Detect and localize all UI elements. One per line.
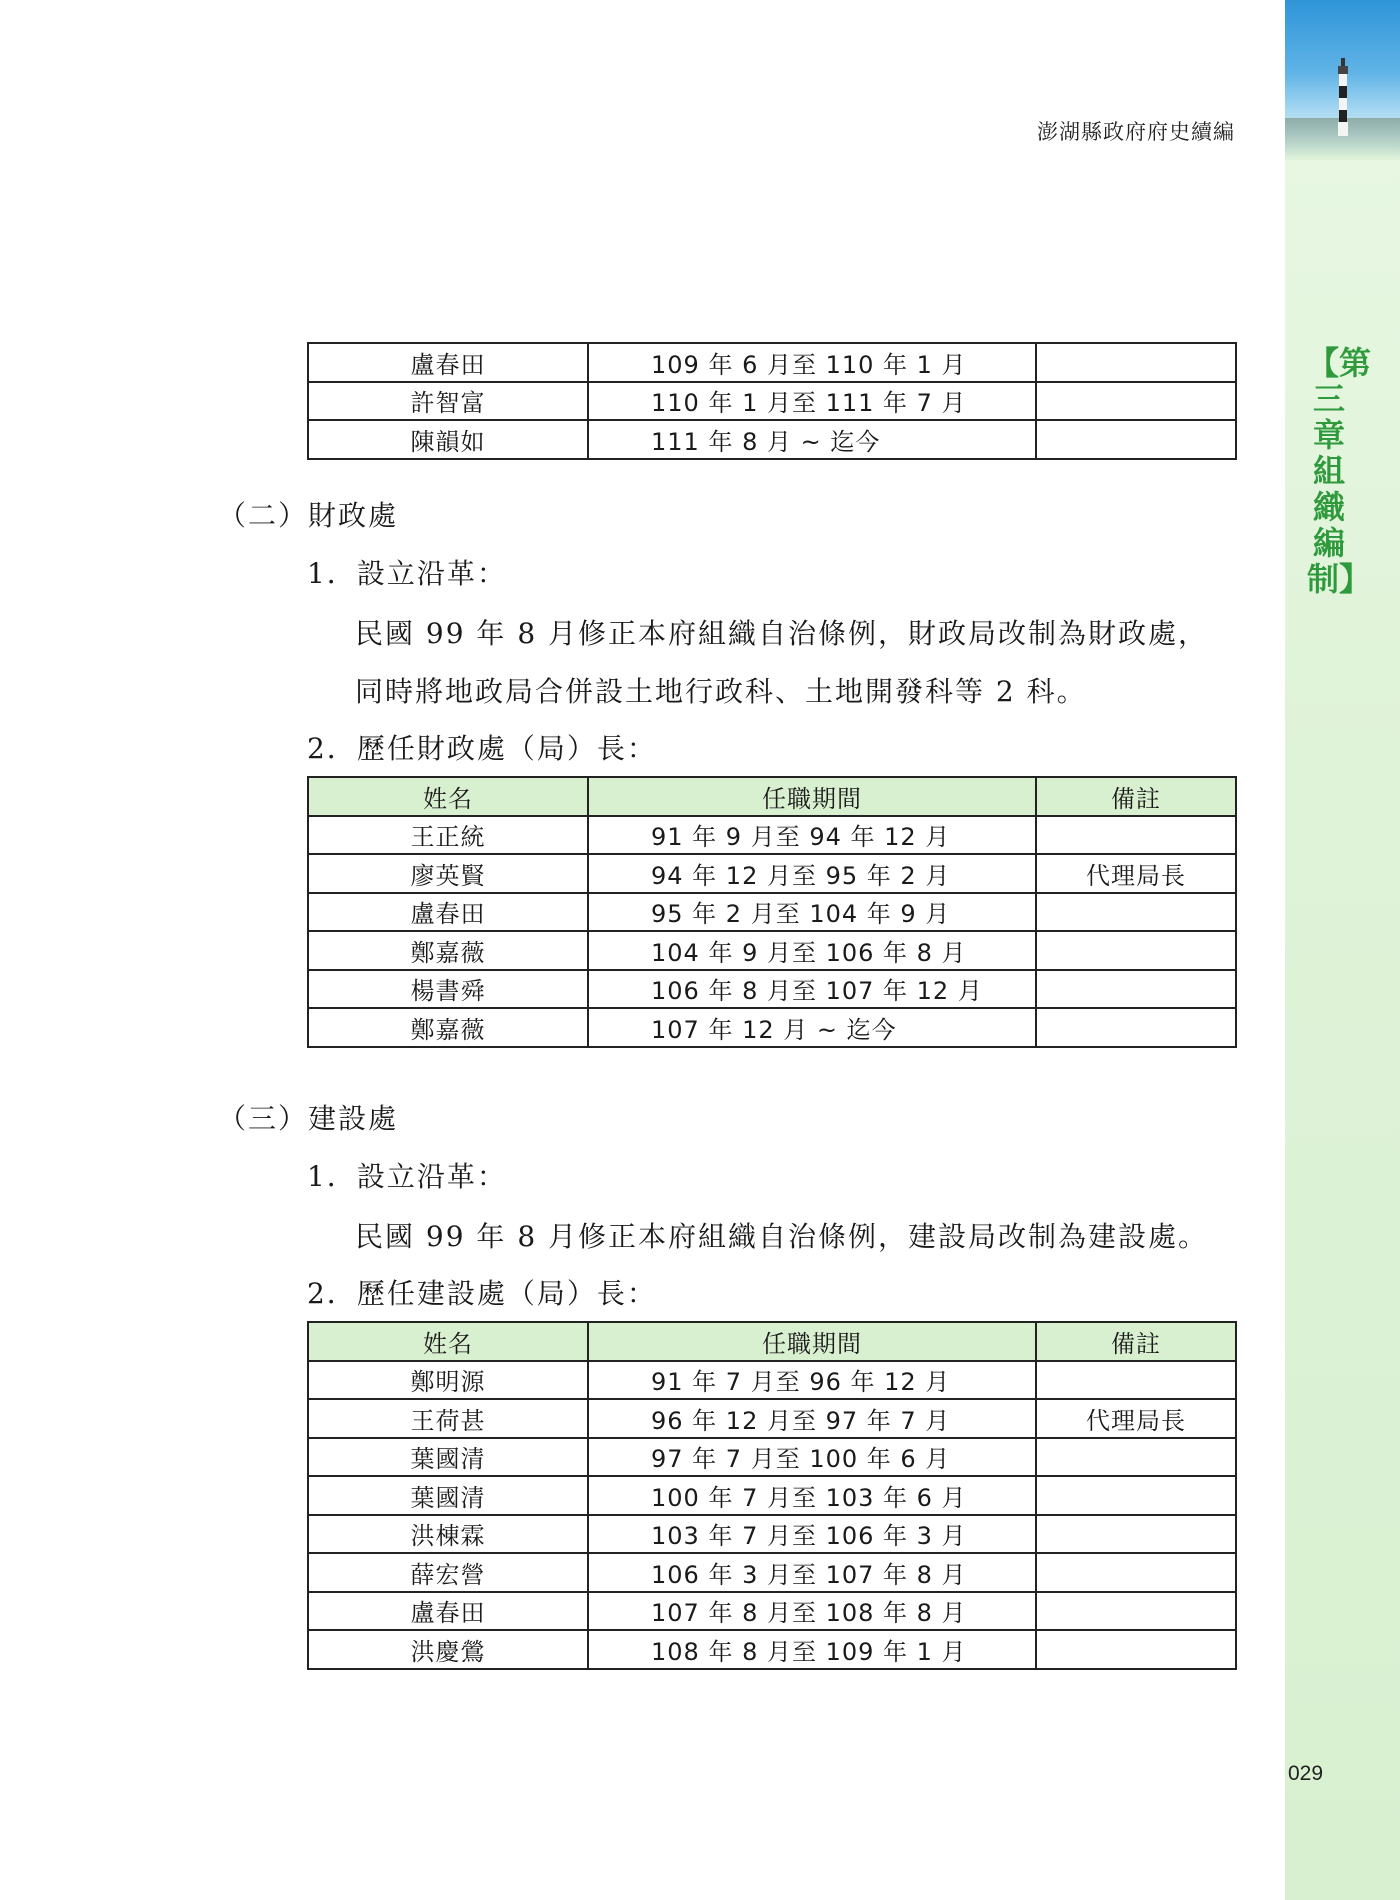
table-row	[308, 970, 1236, 1009]
period-cell: 106 年 3 月至 107 年 8 月	[588, 1553, 1036, 1592]
period-cell: 109 年 6 月至 110 年 1 月	[588, 343, 1036, 382]
note-cell	[1036, 816, 1236, 855]
period-cell: 96 年 12 月至 97 年 7 月	[588, 1399, 1036, 1438]
period-cell: 111 年 8 月 ~ 迄今	[588, 420, 1036, 459]
period-cell: 91 年 9 月至 94 年 12 月	[588, 816, 1036, 855]
table-row	[308, 1592, 1236, 1631]
note-cell	[1036, 1438, 1236, 1477]
table-row	[308, 1515, 1236, 1554]
name-cell: 廖英賢	[308, 854, 588, 893]
name-cell: 鄭明源	[308, 1361, 588, 1400]
note-cell	[1036, 1592, 1236, 1631]
name-cell: 陳韻如	[308, 420, 588, 459]
section-heading-construction: （三）建設處	[218, 1102, 399, 1135]
table-row	[308, 1438, 1236, 1477]
table-row	[308, 1553, 1236, 1592]
period-cell: 106 年 8 月至 107 年 12 月	[588, 970, 1036, 1009]
finance-directors-title: 2．歷任財政處（局）長：	[307, 732, 657, 765]
note-cell: 代理局長	[1036, 854, 1236, 893]
name-cell: 鄭嘉薇	[308, 1008, 588, 1047]
name-cell: 葉國清	[308, 1476, 588, 1515]
construction-history-text-1: 民國 99 年 8 月修正本府組織自治條例，建設局改制為建設處。	[355, 1220, 1209, 1253]
table-header-row	[308, 777, 1236, 816]
finance-history-text-1: 民國 99 年 8 月修正本府組織自治條例，財政局改制為財政處，	[355, 617, 1209, 650]
table-row	[308, 1361, 1236, 1400]
table-row	[308, 1399, 1236, 1438]
finance-director-table	[307, 776, 1237, 1048]
name-cell: 王荷甚	[308, 1399, 588, 1438]
name-cell: 葉國清	[308, 1438, 588, 1477]
period-cell: 100 年 7 月至 103 年 6 月	[588, 1476, 1036, 1515]
chapter-tab-label: 【第三章 組織編制】	[1307, 344, 1372, 598]
note-cell	[1036, 893, 1236, 932]
note-cell	[1036, 931, 1236, 970]
header-period: 任職期間	[588, 1322, 1036, 1361]
note-cell: 代理局長	[1036, 1399, 1236, 1438]
table-row	[308, 1476, 1236, 1515]
note-cell	[1036, 343, 1236, 382]
name-cell: 許智富	[308, 382, 588, 421]
note-cell	[1036, 382, 1236, 421]
note-cell	[1036, 1630, 1236, 1669]
period-cell: 108 年 8 月至 109 年 1 月	[588, 1630, 1036, 1669]
lighthouse-icon	[1333, 58, 1353, 148]
construction-director-table	[307, 1321, 1237, 1670]
header-name: 姓名	[308, 777, 588, 816]
note-cell	[1036, 1361, 1236, 1400]
table-row	[308, 816, 1236, 855]
table-row	[308, 420, 1236, 459]
note-cell	[1036, 970, 1236, 1009]
table-row	[308, 1008, 1236, 1047]
table-header-row	[308, 1322, 1236, 1361]
finance-history-title: 1．設立沿革：	[307, 557, 507, 590]
period-cell: 107 年 12 月 ~ 迄今	[588, 1008, 1036, 1047]
period-cell: 95 年 2 月至 104 年 9 月	[588, 893, 1036, 932]
period-cell: 94 年 12 月至 95 年 2 月	[588, 854, 1036, 893]
period-cell: 104 年 9 月至 106 年 8 月	[588, 931, 1036, 970]
name-cell: 洪棟霖	[308, 1515, 588, 1554]
header-period: 任職期間	[588, 777, 1036, 816]
period-cell: 107 年 8 月至 108 年 8 月	[588, 1592, 1036, 1631]
table-row	[308, 854, 1236, 893]
table-row	[308, 1630, 1236, 1669]
table-row	[308, 931, 1236, 970]
table-row	[308, 382, 1236, 421]
note-cell	[1036, 1008, 1236, 1047]
name-cell: 鄭嘉薇	[308, 931, 588, 970]
note-cell	[1036, 1515, 1236, 1554]
table-row	[308, 343, 1236, 382]
construction-directors-title: 2．歷任建設處（局）長：	[307, 1277, 657, 1310]
finance-history-text-2: 同時將地政局合併設土地行政科、土地開發科等 2 科。	[355, 675, 1087, 708]
period-cell: 110 年 1 月至 111 年 7 月	[588, 382, 1036, 421]
name-cell: 盧春田	[308, 343, 588, 382]
section-heading-finance: （二）財政處	[218, 499, 399, 532]
note-cell	[1036, 420, 1236, 459]
period-cell: 103 年 7 月至 106 年 3 月	[588, 1515, 1036, 1554]
header-note: 備註	[1036, 1322, 1236, 1361]
book-title: 澎湖縣政府府史續編	[1037, 120, 1235, 144]
chapter-sidebar	[1285, 0, 1400, 1900]
name-cell: 洪慶鶯	[308, 1630, 588, 1669]
note-cell	[1036, 1553, 1236, 1592]
name-cell: 盧春田	[308, 893, 588, 932]
period-cell: 97 年 7 月至 100 年 6 月	[588, 1438, 1036, 1477]
construction-history-title: 1．設立沿革：	[307, 1160, 507, 1193]
note-cell	[1036, 1476, 1236, 1515]
period-cell: 91 年 7 月至 96 年 12 月	[588, 1361, 1036, 1400]
page-number: 029	[1288, 1762, 1324, 1785]
table-row	[308, 893, 1236, 932]
name-cell: 楊書舜	[308, 970, 588, 1009]
name-cell: 王正統	[308, 816, 588, 855]
header-name: 姓名	[308, 1322, 588, 1361]
continued-director-table	[307, 342, 1237, 460]
name-cell: 薛宏營	[308, 1553, 588, 1592]
name-cell: 盧春田	[308, 1592, 588, 1631]
header-note: 備註	[1036, 777, 1236, 816]
